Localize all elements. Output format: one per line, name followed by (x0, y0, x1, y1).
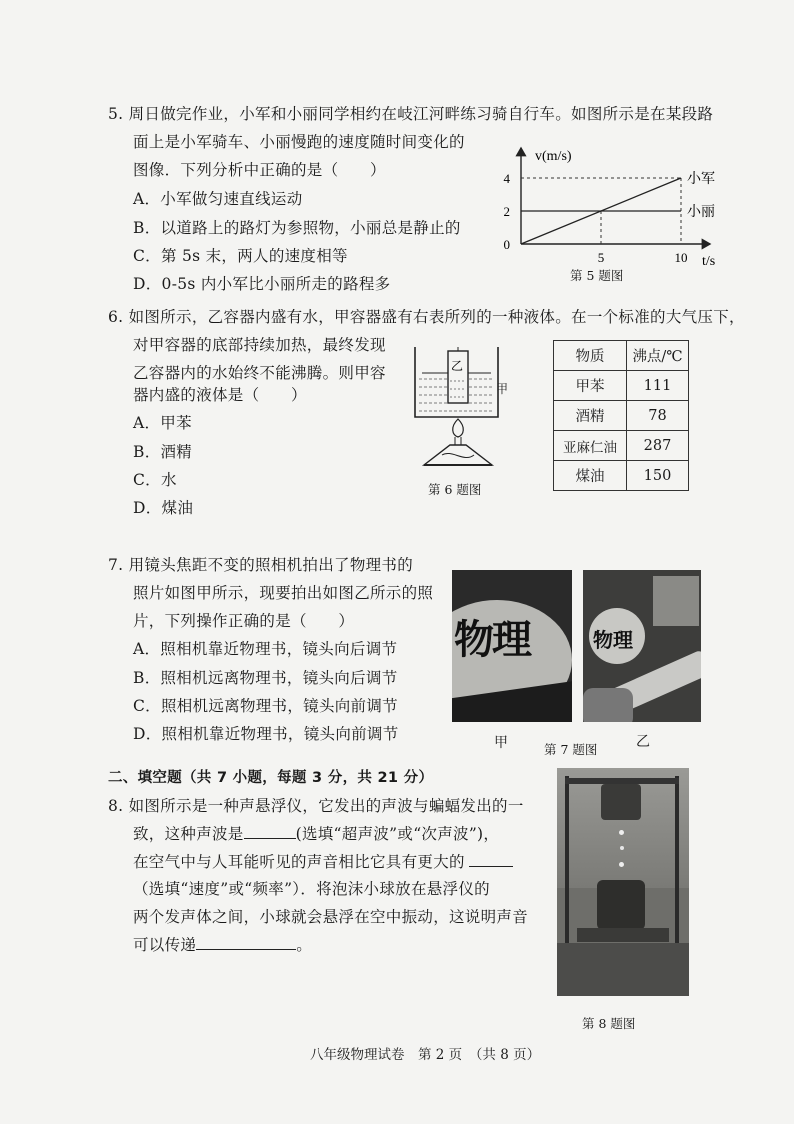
q7-option-d[interactable]: D．照相机靠近物理书，镜头向前调节 (133, 725, 399, 743)
table-row (554, 461, 689, 491)
table-row (554, 431, 689, 461)
q8-stem-line-5: 两个发声体之间，小球就会悬浮在空中振动，这说明声音 (133, 908, 529, 926)
x-tick-label: 5 (597, 250, 605, 265)
q6-option-b[interactable]: B．酒精 (133, 443, 193, 461)
boiling-point-table (553, 340, 689, 491)
q7-figure-caption: 第 7 题图 (544, 742, 598, 757)
q6-stem-line-2: 对甲容器的底部持续加热，最终发现 (133, 336, 386, 354)
q7-photo-a (452, 570, 572, 722)
table-cell: 111 (627, 371, 689, 401)
q7-option-c[interactable]: C．照相机远离物理书，镜头向前调节 (133, 697, 398, 715)
table-cell: 78 (627, 401, 689, 431)
q6-option-d[interactable]: D．煤油 (133, 499, 194, 517)
q8-levitator-photo (557, 768, 689, 996)
table-row (554, 401, 689, 431)
q6-option-a[interactable]: A．甲苯 (133, 414, 192, 432)
q7-stem-line-1: 7. 用镜头焦距不变的照相机拍出了物理书的 (108, 556, 414, 574)
q5-stem-line-1: 5. 周日做完作业，小军和小丽同学相约在岐江河畔练习骑自行车。如图所示是在某段路 (108, 105, 714, 123)
q7-photo-b-label: 乙 (636, 734, 650, 750)
q5-figure-caption: 第 5 题图 (570, 268, 624, 283)
y-tick-label: 0 (503, 237, 510, 252)
q7-photo-b-text: 物理 (593, 628, 633, 652)
table-cell: 煤油 (554, 461, 627, 491)
q8-text: (选填“超声波”或“次声波”)， (295, 825, 500, 843)
q6-heating-apparatus (410, 345, 510, 475)
q8-stem-line-1: 8. 如图所示是一种声悬浮仪，它发出的声波与蝙蝠发出的一 (108, 797, 524, 815)
q7-photo-b (583, 570, 701, 722)
q8-text: 。 (296, 936, 313, 954)
q7-photo-a-text: 物理 (454, 617, 530, 663)
outer-container-label: 甲 (496, 382, 509, 396)
q6-option-c[interactable]: C．水 (133, 471, 177, 489)
table-cell: 甲苯 (554, 371, 627, 401)
inner-container-label: 乙 (451, 359, 464, 373)
y-axis-label: v(m/s) (535, 149, 572, 164)
table-cell: 287 (627, 431, 689, 461)
q7-stem-line-2: 照片如图甲所示，现要拍出如图乙所示的照 (133, 584, 434, 602)
x-axis-label: t/s (702, 254, 716, 269)
q7-stem-line-3: 片，下列操作正确的是（ ） (133, 612, 355, 630)
table-header-row (554, 341, 689, 371)
q8-text: 致，这种声波是 (133, 825, 244, 843)
q6-stem-line-3: 乙容器内的水始终不能沸腾。则甲容 (133, 364, 386, 382)
q5-stem-line-3: 图像．下列分析中正确的是（ ） (133, 161, 386, 179)
q6-stem-line-4: 器内盛的液体是（ ） (133, 386, 307, 404)
q5-stem-line-2: 面上是小军骑车、小丽慢跑的速度随时间变化的 (133, 133, 465, 151)
table-cell: 150 (627, 461, 689, 491)
q6-figure-caption: 第 6 题图 (428, 482, 482, 497)
q8-stem-line-3 (133, 852, 513, 872)
series-label: 小丽 (687, 205, 715, 220)
table-header-boiling-point: 沸点/℃ (627, 341, 689, 371)
q8-text: 在空气中与人耳能听见的声音相比它具有更大的 (133, 853, 465, 871)
q8-text: 可以传递 (133, 936, 197, 954)
q7-option-b[interactable]: B．照相机远离物理书，镜头向后调节 (133, 669, 398, 687)
table-cell: 酒精 (554, 401, 627, 431)
q8-stem-line-4: （选填“速度”或“频率”）．将泡沫小球放在悬浮仪的 (133, 880, 490, 898)
q8-answer-blank-1[interactable] (244, 824, 296, 839)
section-2-title: 二、填空题（共 7 小题，每题 3 分，共 21 分） (108, 770, 434, 786)
table-header-substance: 物质 (554, 341, 627, 371)
q8-stem-line-6 (133, 935, 312, 955)
page-footer: 八年级物理试卷 第 2 页 （共 8 页） (310, 1047, 541, 1063)
q5-option-c[interactable]: C．第 5s 末，两人的速度相等 (133, 247, 348, 265)
q5-option-a[interactable]: A．小军做匀速直线运动 (133, 190, 303, 208)
y-tick-label: 2 (503, 204, 510, 219)
q8-answer-blank-2[interactable] (469, 852, 513, 867)
q5-option-b[interactable]: B．以道路上的路灯为参照物，小丽总是静止的 (133, 219, 461, 237)
q7-photo-a-label: 甲 (494, 735, 508, 751)
q5-option-d[interactable]: D．0-5s 内小军比小丽所走的路程多 (133, 275, 391, 293)
q8-answer-blank-3[interactable] (196, 935, 296, 950)
series-label: 小军 (687, 172, 715, 187)
q7-option-a[interactable]: A．照相机靠近物理书，镜头向后调节 (133, 640, 398, 658)
q8-stem-line-2 (133, 824, 499, 844)
q5-velocity-time-graph (500, 140, 730, 275)
y-tick-label: 4 (503, 171, 510, 186)
q6-stem-line-1: 6. 如图所示，乙容器内盛有水，甲容器盛有右表所列的一种液体。在一个标准的大气压下， (108, 308, 745, 326)
x-tick-label: 10 (674, 250, 688, 265)
q8-figure-caption: 第 8 题图 (582, 1016, 636, 1031)
table-cell: 亚麻仁油 (554, 431, 627, 461)
table-row (554, 371, 689, 401)
